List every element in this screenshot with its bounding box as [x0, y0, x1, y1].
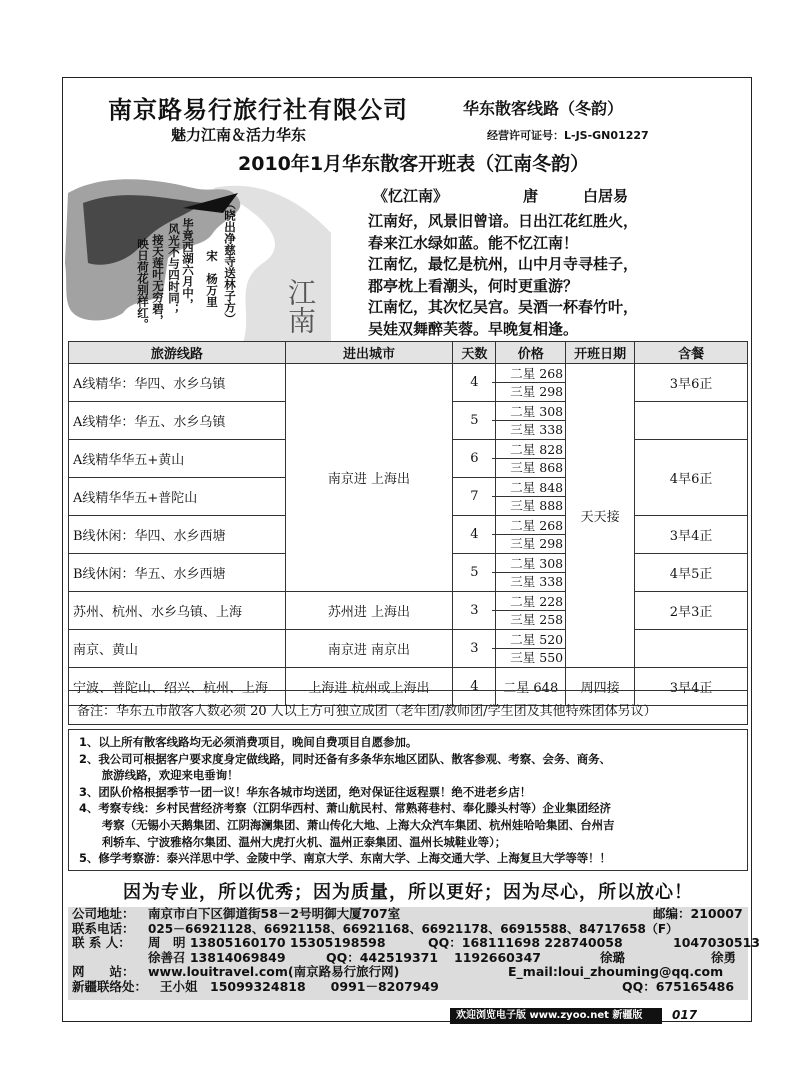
poem-line: 江南好，风景旧曾谙。日出江花红胜火， [368, 212, 639, 230]
contact-person: 周 明 13805160170 15305198598 [148, 935, 386, 951]
address: 南京市白下区御道街58－2号明御大厦707室 [148, 906, 401, 921]
city-cell: 南京进 南京出 [285, 630, 453, 668]
price-cell [496, 402, 566, 440]
flyer-page [62, 77, 760, 1022]
route-cell: A线精华华五+普陀山 [69, 478, 286, 516]
price-two-star: 二星 268 [492, 365, 565, 383]
calligraphy-jiangnan: 江南 [284, 278, 317, 334]
days-cell: 6 [453, 440, 496, 478]
days-cell: 5 [453, 554, 496, 592]
days-cell: 7 [453, 478, 496, 516]
terms-list [68, 729, 748, 871]
price-three-star: 三星 888 [510, 498, 564, 513]
meals-cell: 2早3正 [635, 592, 748, 630]
price-cell: 二星 648 [496, 668, 566, 706]
poem-body [368, 211, 638, 340]
price-cell [496, 364, 566, 402]
contact-person: 徐善召 13814069849 [148, 949, 286, 965]
meals-cell: 4早5正 [635, 554, 748, 592]
xinjiang-office-label: 新疆联络处： [72, 978, 148, 994]
price-two-star: 二星 268 [492, 517, 565, 535]
price-three-star: 三星 868 [510, 460, 564, 475]
days-cell: 5 [453, 402, 496, 440]
slogan: 魅力江南＆活力华东 [171, 126, 307, 144]
company-name: 南京路易行旅行社有限公司 [108, 96, 408, 124]
city-cell: 苏州进 上海出 [285, 592, 453, 630]
poem-dynasty: 唐 [523, 187, 539, 205]
route-cell: B线休闲：华五、水乡西塘 [69, 554, 286, 592]
terms-line: 3、团队价格根据季节一团一议！华东各城市均送团，绝对保证往返程票！绝不进老乡店！ [79, 784, 532, 799]
days-cell: 3 [453, 592, 496, 630]
price-cell [496, 516, 566, 554]
route-cell: 南京、黄山 [69, 630, 286, 668]
contact-block [68, 906, 760, 1000]
price-two-star: 二星 828 [492, 441, 565, 459]
meals-cell: 3早4正 [635, 516, 748, 554]
price-two-star: 二星 520 [492, 631, 565, 649]
contact-person-label: 联 系 人： [72, 935, 131, 951]
meals-cell: 4早6正 [635, 440, 748, 516]
side-poem-line: 接天莲叶无穷碧， [151, 234, 165, 326]
col-header-city: 进出城市 [285, 342, 453, 364]
meals-cell [635, 402, 748, 440]
price-two-star: 二星 848 [492, 479, 565, 497]
city-cell: 上海进 杭州或上海出 [285, 668, 453, 706]
terms-line: 2、我公司可根据客户要求度身定做线路，同时还备有多条华东地区团队、散客参观、考察、会务、商务、 [79, 751, 611, 766]
qq-number: 1047030513 [673, 935, 760, 951]
price-cell [496, 554, 566, 592]
terms-line: 利轿车、宁波雅格尔集团、温州大虎打火机、温州正泰集团、温州长城鞋业等）； [79, 834, 507, 849]
price-two-star: 二星 308 [492, 403, 565, 421]
price-three-star: 三星 298 [510, 384, 564, 399]
address-label: 公司地址： [72, 906, 135, 921]
price-two-star: 二星 228 [492, 593, 565, 611]
xinjiang-office-contact: 王小姐 15099324818 0991－8207949 [160, 978, 439, 994]
route-cell: A线精华：华四、水乡乌镇 [69, 364, 286, 402]
email-link[interactable]: E_mail:loui_zhouming@qq.com [508, 964, 724, 980]
price-cell [496, 478, 566, 516]
phone-numbers: 025－66921128、66921158、66921168、66921178、66915588、84717658（F） [148, 921, 679, 936]
meals-cell: 3早6正 [635, 364, 748, 402]
route-cell: B线休闲：华四、水乡西塘 [69, 516, 286, 554]
terms-line: 5、修学考察游：泰兴洋思中学、金陵中学、南京大学、东南大学、上海交通大学、上海复旦大学等等！！ [79, 851, 611, 866]
price-three-star: 三星 338 [510, 422, 564, 437]
terms-line: 4、考察专线：乡村民营经济考察（江阴华西村、萧山航民村、常熟蒋巷村、奉化滕头村等）企业集团经济 [79, 801, 611, 816]
table-row [69, 364, 748, 402]
date-cell: 天天接 [566, 364, 635, 668]
postcode: 邮编：210007 [653, 906, 743, 921]
route-cell: A线精华：华五、水乡乌镇 [69, 402, 286, 440]
meals-cell [635, 630, 748, 668]
days-cell: 4 [453, 668, 496, 706]
route-cell: A线精华华五+黄山 [69, 440, 286, 478]
poem-author: 白居易 [583, 187, 629, 205]
footer-banner: 欢迎浏览电子版 www.zyoo.net 新疆版 [450, 1008, 662, 1024]
page-number: 017 [672, 1008, 698, 1022]
side-poem-line: 映日荷花别样红。 [136, 238, 150, 330]
side-poem-line: 毕竟西湖六月中， [181, 218, 195, 310]
qq-number: QQ：442519371 [326, 949, 439, 965]
side-poem-title: （晓出净慈寺送林子方） [223, 198, 237, 325]
poem-title: 《忆江南》 [373, 187, 449, 205]
table-row [69, 592, 748, 630]
contact-person: 徐勇 [711, 949, 737, 965]
days-cell: 4 [453, 516, 496, 554]
contact-person: 徐璐 [600, 949, 626, 965]
price-three-star: 三星 550 [510, 650, 564, 665]
price-three-star: 三星 298 [510, 536, 564, 551]
license-number: 经营许可证号：L-JS-GN01227 [487, 129, 649, 142]
price-three-star: 三星 338 [510, 574, 564, 589]
route-title: 华东散客线路（冬韵） [463, 99, 624, 118]
qq-number: 1192660347 [454, 949, 541, 965]
date-cell: 周四接 [566, 668, 635, 706]
col-header-days: 天数 [453, 342, 496, 364]
table-header-row [69, 342, 748, 364]
qq-number: QQ：675165486 [622, 978, 735, 994]
poem-line: 春来江水绿如蓝。能不忆江南！ [368, 233, 579, 252]
table-row [69, 630, 748, 668]
price-cell [496, 592, 566, 630]
route-cell: 宁波、普陀山、绍兴、杭州、上海 [69, 668, 286, 706]
terms-line: 旅游线路，欢迎来电垂询！ [79, 768, 239, 783]
poem-line: 吴娃双舞醉芙蓉。早晚复相逢。 [368, 319, 579, 338]
motto: 因为专业，所以优秀；因为质量，所以更好；因为尽心，所以放心！ [123, 882, 693, 903]
side-poem-line: 风光不与四时同； [167, 223, 181, 315]
remarks-note: 备注：华东五市散客人数必须 20 人以上方可独立成团（老年团/教师团/学生团及其他特殊团体另议） [68, 690, 748, 725]
price-cell [496, 440, 566, 478]
price-cell [496, 630, 566, 668]
meals-cell: 3早4正 [635, 668, 748, 706]
route-cell: 苏州、杭州、水乡乌镇、上海 [69, 592, 286, 630]
days-cell: 3 [453, 630, 496, 668]
tour-schedule-table [68, 341, 748, 706]
qq-numbers: QQ：168111698 228740058 [428, 935, 623, 951]
col-header-route: 旅游线路 [69, 342, 286, 364]
website-label: 网 站： [72, 964, 135, 980]
price-three-star: 三星 258 [510, 612, 564, 627]
poem-line: 江南忆，最忆是杭州，山中月寺寻桂子， [368, 255, 639, 273]
poem-line: 江南忆，其次忆吴宫。吴酒一杯春竹叶， [368, 298, 639, 316]
col-header-meals: 含餐 [635, 342, 748, 364]
col-header-price: 价格 [496, 342, 566, 364]
city-cell: 南京进 上海出 [285, 364, 453, 592]
website-link[interactable]: www.louitravel.com(南京路易行旅行网) [148, 964, 400, 980]
col-header-date: 开班日期 [566, 342, 635, 364]
phone-label: 联系电话： [72, 920, 135, 936]
schedule-title: 2010年1月华东散客开班表（江南冬韵） [238, 153, 590, 175]
price-two-star: 二星 308 [492, 555, 565, 573]
terms-line: 考察（无锡小天鹅集团、江阴海澜集团、萧山传化大地、上海大众汽车集团、杭州娃哈哈集团、台州吉 [79, 817, 615, 832]
days-cell: 4 [453, 364, 496, 402]
side-poem-author: 宋 杨万里 [205, 250, 219, 308]
terms-line: 1、以上所有散客线路均无必须消费项目，晚间自费项目自愿参加。 [79, 735, 418, 749]
poem-line: 郡亭枕上看潮头，何时更重游？ [368, 276, 579, 295]
